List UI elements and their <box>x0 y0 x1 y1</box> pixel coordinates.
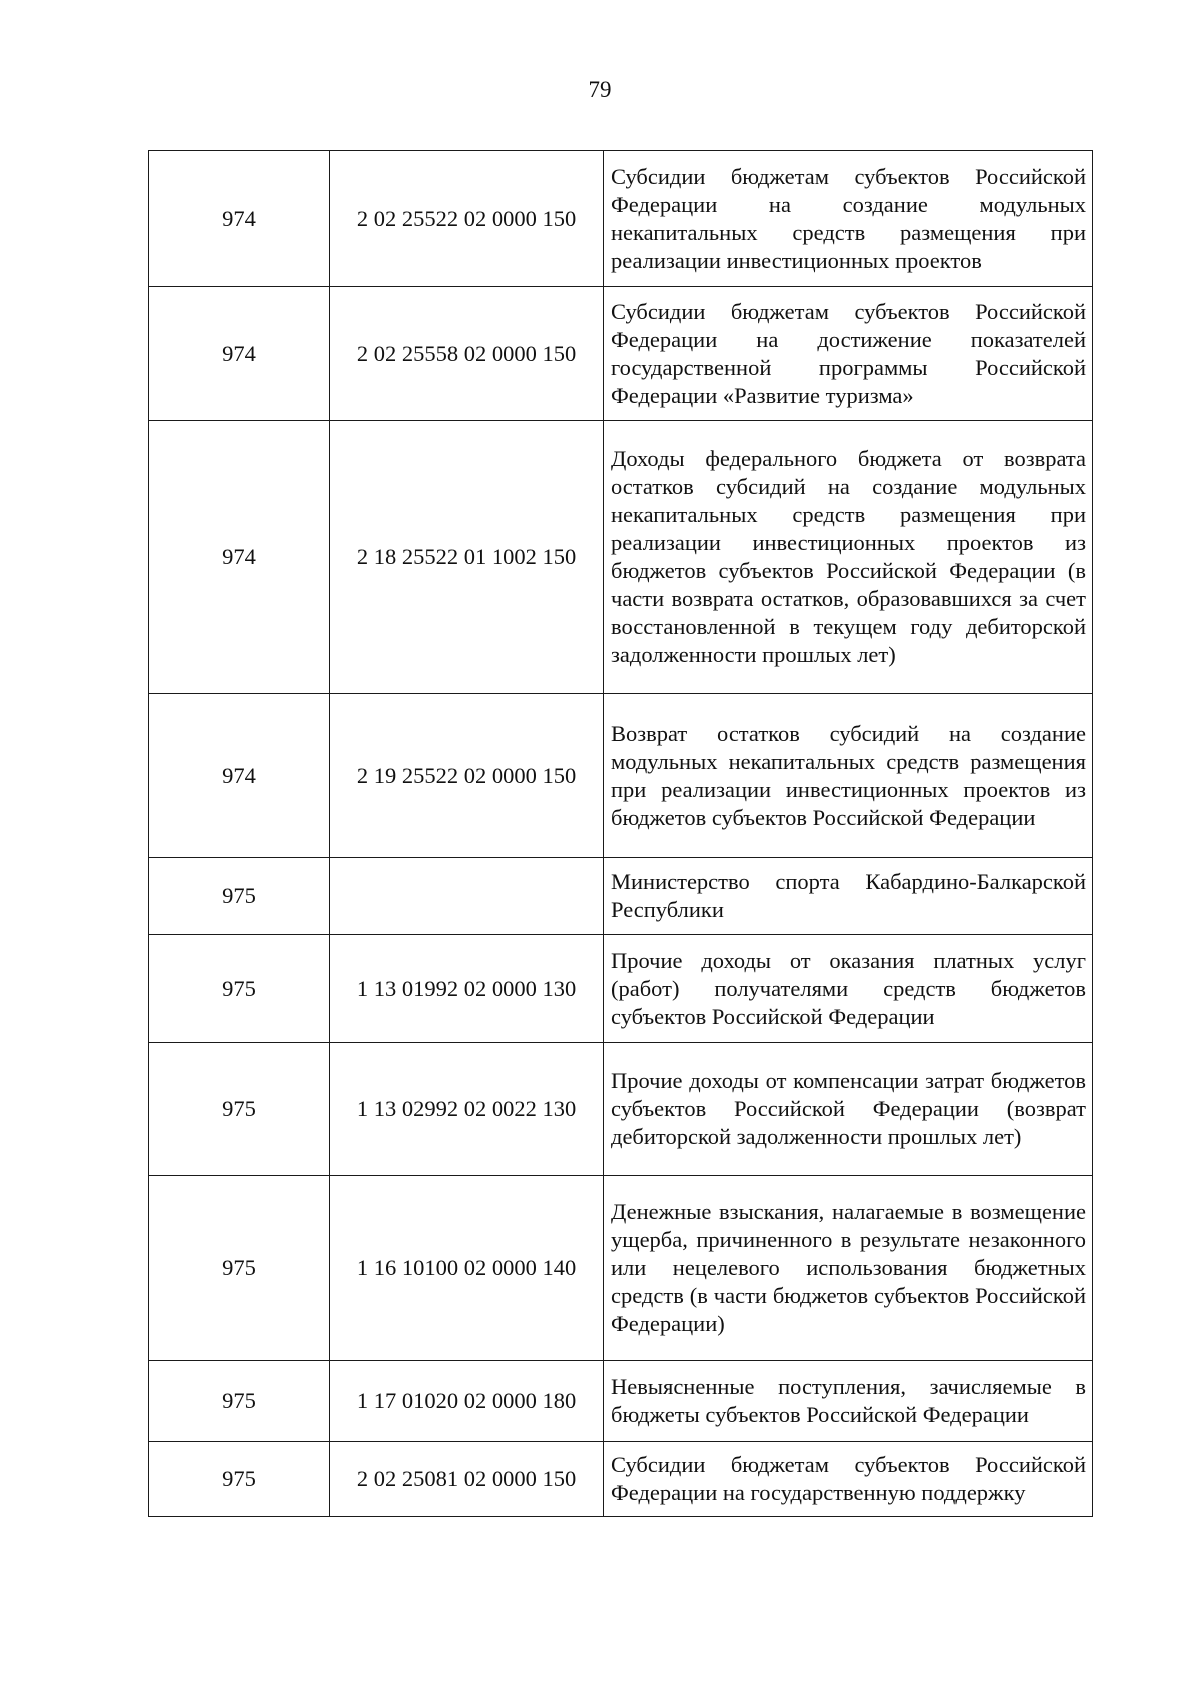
classification-code-cell: 2 18 25522 01 1002 150 <box>330 421 604 694</box>
table-row <box>149 151 1093 287</box>
admin-code-cell: 974 <box>149 694 330 858</box>
revenue-name-cell: Возврат остатков субсидий на создание модульных некапитальных средств размещения при реализации инвестиционных проектов из бюджетов субъектов Российской Федерации <box>604 694 1093 858</box>
classification-code-cell: 2 19 25522 02 0000 150 <box>330 694 604 858</box>
table-row <box>149 287 1093 421</box>
page-number: 79 <box>588 77 612 102</box>
table-row <box>149 694 1093 858</box>
revenue-name-cell: Субсидии бюджетам субъектов Российской Федерации на достижение показателей государственной программы Российской Федерации «Развитие туризма» <box>604 287 1093 421</box>
revenue-name-cell: Субсидии бюджетам субъектов Российской Федерации на государственную поддержку <box>604 1442 1093 1517</box>
budget-classification-table <box>148 150 1093 1517</box>
classification-code-cell: 2 02 25522 02 0000 150 <box>330 151 604 287</box>
admin-code-cell: 975 <box>149 1043 330 1176</box>
table-row <box>149 935 1093 1043</box>
classification-code-cell: 1 16 10100 02 0000 140 <box>330 1176 604 1361</box>
table-row <box>149 1043 1093 1176</box>
classification-code-cell: 2 02 25558 02 0000 150 <box>330 287 604 421</box>
admin-code-cell: 974 <box>149 287 330 421</box>
revenue-name-cell: Прочие доходы от компенсации затрат бюджетов субъектов Российской Федерации (возврат дебиторской задолженности прошлых лет) <box>604 1043 1093 1176</box>
revenue-name-cell: Невыясненные поступления, зачисляемые в бюджеты субъектов Российской Федерации <box>604 1361 1093 1442</box>
admin-code-cell: 975 <box>149 1442 330 1517</box>
revenue-name-cell: Денежные взыскания, налагаемые в возмещение ущерба, причиненного в результате незаконного или нецелевого использования бюджетных средств (в части бюджетов субъектов Российской Федерации) <box>604 1176 1093 1361</box>
admin-code-cell: 975 <box>149 1176 330 1361</box>
admin-code-cell: 975 <box>149 858 330 935</box>
table-row <box>149 1361 1093 1442</box>
table-row <box>149 858 1093 935</box>
classification-code-cell <box>330 858 604 935</box>
table-row <box>149 1176 1093 1361</box>
classification-code-cell: 1 17 01020 02 0000 180 <box>330 1361 604 1442</box>
revenue-name-cell: Прочие доходы от оказания платных услуг (работ) получателями средств бюджетов субъектов Российской Федерации <box>604 935 1093 1043</box>
table-row <box>149 1442 1093 1517</box>
revenue-name-cell: Субсидии бюджетам субъектов Российской Федерации на создание модульных некапитальных средств размещения при реализации инвестиционных проектов <box>604 151 1093 287</box>
classification-code-cell: 1 13 01992 02 0000 130 <box>330 935 604 1043</box>
classification-code-cell: 1 13 02992 02 0022 130 <box>330 1043 604 1176</box>
admin-code-cell: 975 <box>149 1361 330 1442</box>
revenue-name-cell: Доходы федерального бюджета от возврата остатков субсидий на создание модульных некапитальных средств размещения при реализации инвестиционных проектов из бюджетов субъектов Российской Федерации (в части возврата остатков, образовавшихся за счет восстановленной в текущем году дебиторской задолженности прошлых лет) <box>604 421 1093 694</box>
admin-code-cell: 975 <box>149 935 330 1043</box>
table-row <box>149 421 1093 694</box>
classification-code-cell: 2 02 25081 02 0000 150 <box>330 1442 604 1517</box>
admin-code-cell: 974 <box>149 421 330 694</box>
admin-code-cell: 974 <box>149 151 330 287</box>
revenue-name-cell: Министерство спорта Кабардино-Балкарской Республики <box>604 858 1093 935</box>
